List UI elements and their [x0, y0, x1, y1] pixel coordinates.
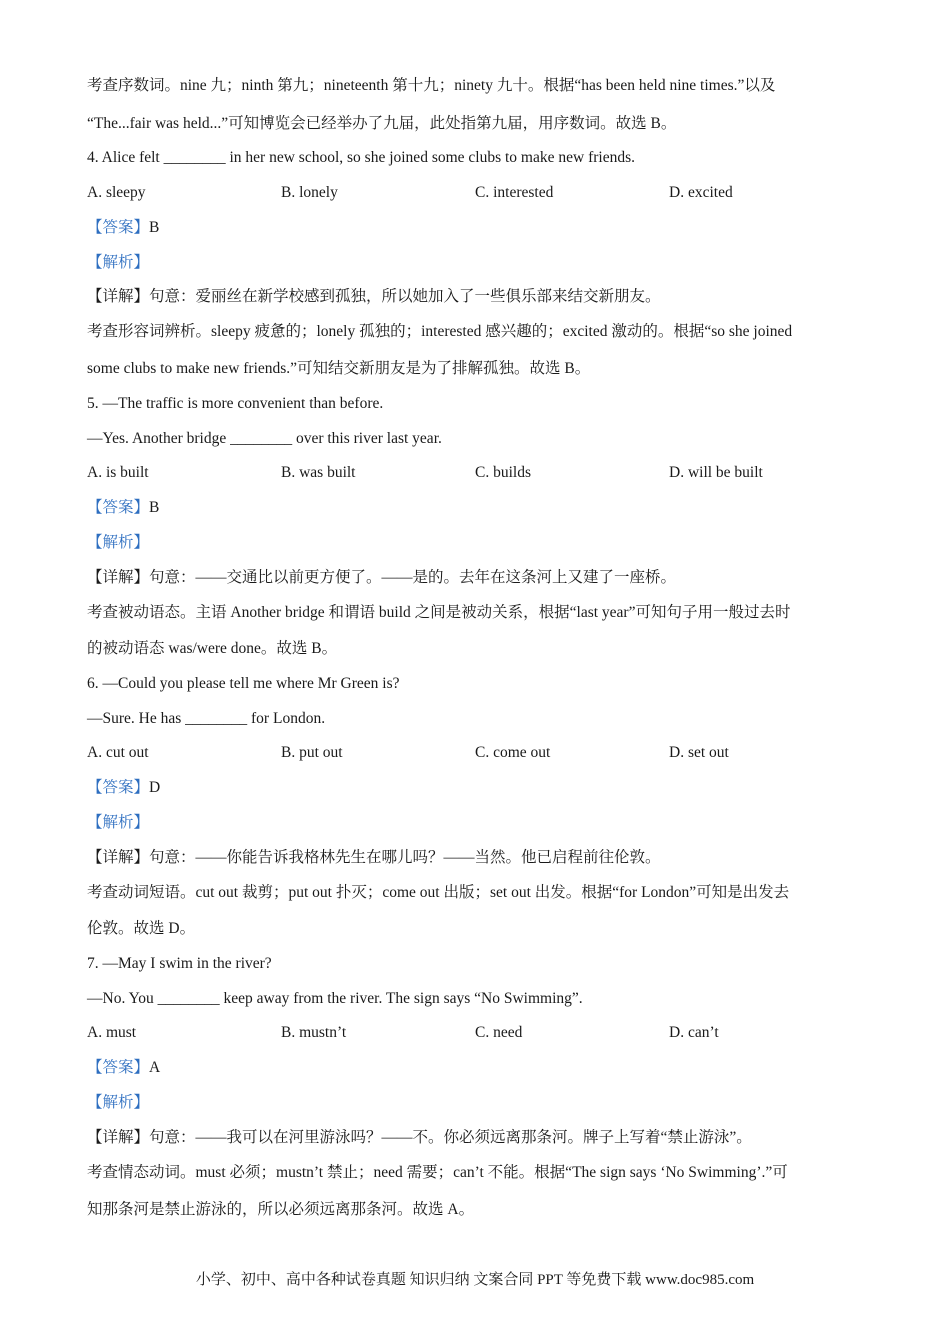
option-b: B. lonely	[281, 184, 338, 201]
option-a: A. must	[87, 1024, 137, 1041]
option-d: D. set out	[669, 744, 729, 761]
analysis-line	[87, 533, 867, 553]
option-d: D. can’t	[669, 1024, 719, 1041]
question-stem: 6. —Could you please tell me where Mr Green is?	[87, 675, 400, 692]
question-stem: 4. Alice felt ________ in her new school, so she joined some clubs to make new friends.	[87, 149, 635, 166]
option-a: A. cut out	[87, 744, 149, 761]
answer-line	[87, 218, 867, 238]
option-a: A. sleepy	[87, 184, 146, 201]
detail-line	[87, 848, 867, 868]
answer-label: 【答案】	[87, 499, 150, 516]
detail-label: 【详解】	[87, 1129, 150, 1146]
detail-text: 句意：——你能告诉我格林先生在哪儿吗？——当然。他已启程前往伦敦。	[149, 849, 661, 866]
option-b: B. was built	[281, 464, 356, 481]
explain-line: 考查动词短语。cut out 裁剪；put out 扑灭；come out 出版；set out 出发。根据“for London”可知是出发去	[87, 884, 790, 901]
explain-line: 伦敦。故选 D。	[87, 920, 196, 937]
explain-line: 考查被动语态。主语 Another bridge 和谓语 build 之间是被动关系，根据“last year”可知句子用一般过去时	[87, 604, 791, 621]
answer-value: A	[149, 1059, 161, 1076]
question-stem: —No. You ________ keep away from the river. The sign says “No Swimming”.	[87, 990, 583, 1007]
option-c: C. need	[475, 1024, 523, 1041]
detail-line	[87, 1128, 867, 1148]
analysis-label: 【解析】	[87, 534, 150, 551]
explain-line: 考查形容词辨析。sleepy 疲惫的；lonely 孤独的；interested 感兴趣的；excited 激动的。根据“so she joined	[87, 323, 793, 340]
option-b: B. put out	[281, 744, 343, 761]
analysis-line	[87, 1093, 867, 1113]
detail-label: 【详解】	[87, 849, 150, 866]
option-d: D. will be built	[669, 464, 763, 481]
detail-line	[87, 568, 867, 588]
detail-line	[87, 287, 867, 307]
option-c: C. interested	[475, 184, 554, 201]
explain-line: 考查情态动词。must 必须；mustn’t 禁止；need 需要；can’t 不能。根据“The sign says ‘No Swimming’.”可	[87, 1164, 788, 1181]
explain-line: some clubs to make new friends.”可知结交新朋友是为了排解孤独。故选 B。	[87, 360, 591, 377]
question-stem: —Sure. He has ________ for London.	[87, 710, 326, 727]
intro-line: 考查序数词。nine 九；ninth 第九；nineteenth 第十九；ninety 九十。根据“has been held nine times.”以及	[87, 77, 776, 94]
answer-label: 【答案】	[87, 219, 150, 236]
analysis-label: 【解析】	[87, 1094, 150, 1111]
answer-label: 【答案】	[87, 1059, 150, 1076]
option-c: C. builds	[475, 464, 531, 481]
answer-line	[87, 1058, 867, 1078]
answer-value: B	[149, 499, 160, 516]
intro-line: “The...fair was held...”可知博览会已经举办了九届，此处指第九届，用序数词。故选 B。	[87, 115, 677, 132]
answer-value: D	[149, 779, 161, 796]
explain-line: 的被动语态 was/were done。故选 B。	[87, 640, 338, 657]
option-c: C. come out	[475, 744, 551, 761]
answer-value: B	[149, 219, 160, 236]
option-d: D. excited	[669, 184, 733, 201]
option-b: B. mustn’t	[281, 1024, 347, 1041]
answer-line	[87, 498, 867, 518]
analysis-line	[87, 253, 867, 273]
analysis-label: 【解析】	[87, 254, 150, 271]
option-a: A. is built	[87, 464, 149, 481]
page-footer: 小学、初中、高中各种试卷真题 知识归纳 文案合同 PPT 等免费下载 www.doc985.com	[195, 1272, 755, 1288]
detail-label: 【详解】	[87, 569, 150, 586]
answer-line	[87, 778, 867, 798]
answer-label: 【答案】	[87, 779, 150, 796]
question-stem: —Yes. Another bridge ________ over this river last year.	[87, 430, 442, 447]
detail-text: 句意：——我可以在河里游泳吗？——不。你必须远离那条河。牌子上写着“禁止游泳”。	[149, 1129, 752, 1146]
detail-label: 【详解】	[87, 288, 150, 305]
explain-line: 知那条河是禁止游泳的，所以必须远离那条河。故选 A。	[87, 1201, 475, 1218]
analysis-label: 【解析】	[87, 814, 150, 831]
question-stem: 7. —May I swim in the river?	[87, 955, 272, 972]
analysis-line	[87, 813, 867, 833]
detail-text: 句意：——交通比以前更方便了。——是的。去年在这条河上又建了一座桥。	[149, 569, 677, 586]
detail-text: 句意：爱丽丝在新学校感到孤独，所以她加入了一些俱乐部来结交新朋友。	[149, 288, 661, 305]
question-stem: 5. —The traffic is more convenient than before.	[87, 395, 384, 412]
